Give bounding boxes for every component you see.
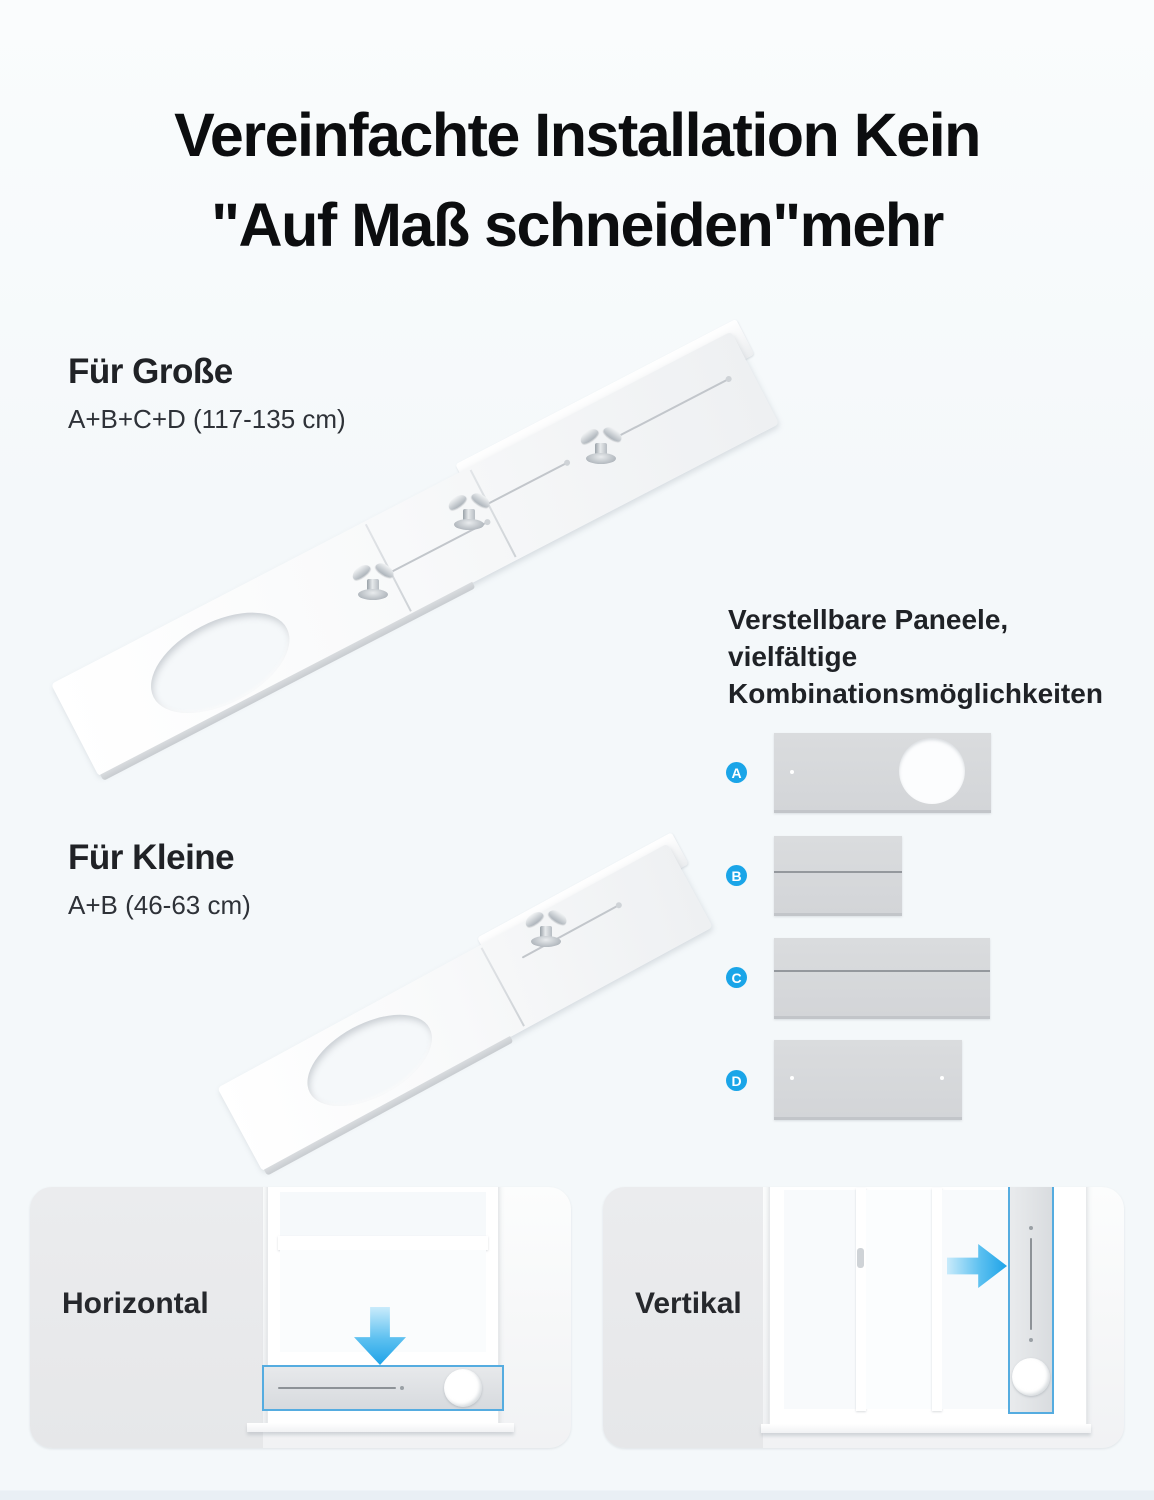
seal-slot <box>278 1387 396 1389</box>
bottom-divider <box>0 1490 1154 1500</box>
hose-hole <box>444 1369 482 1407</box>
hose-hole <box>1012 1358 1050 1396</box>
seal-slot-dot <box>1029 1226 1033 1230</box>
window-frame <box>267 1187 499 1426</box>
screw-hole <box>940 1076 944 1080</box>
wing-nut <box>578 422 624 464</box>
nut-base <box>531 936 561 947</box>
window-glass-top <box>280 1192 486 1236</box>
adjustable-panels-note <box>728 601 1103 712</box>
window-frame <box>769 1187 1087 1426</box>
section-small-header <box>68 838 251 921</box>
nut-base <box>454 519 484 530</box>
card-label-horizontal: Horizontal <box>62 1287 209 1320</box>
small-panel-assembly-illustration <box>217 844 712 1172</box>
card-label-vertikal: Vertikal <box>635 1287 742 1320</box>
horizontal-seal-panel <box>262 1365 504 1411</box>
window-pane <box>942 1190 1008 1409</box>
section-large-heading: Für Große <box>68 352 233 391</box>
page-title <box>0 90 1154 270</box>
section-small-subtitle: A+B (46-63 cm) <box>68 890 251 920</box>
window-rail <box>278 1236 488 1250</box>
window-sill <box>247 1423 514 1432</box>
panel-a-thumbnail <box>774 733 991 813</box>
horizontal-install-card <box>30 1187 571 1448</box>
wing-right <box>374 560 396 579</box>
panel-seam <box>481 947 525 1026</box>
section-small-heading: Für Kleine <box>68 838 235 877</box>
wing-nut <box>350 558 396 600</box>
wing-nut <box>523 905 569 947</box>
vertical-seal-panel <box>1008 1187 1054 1414</box>
wing-right <box>602 424 624 443</box>
vent-hole <box>899 738 965 804</box>
seal-slot-dot <box>400 1386 404 1390</box>
seal-slot <box>1030 1238 1032 1330</box>
screw-hole <box>790 1076 794 1080</box>
screw-hole <box>790 770 794 774</box>
seal-slot-dot <box>1029 1338 1033 1342</box>
title-line-1: Vereinfachte Installation Kein <box>174 101 980 169</box>
note-line-2: vielfältige <box>728 641 858 672</box>
vent-hole <box>135 592 306 734</box>
panel-d-thumbnail <box>774 1040 962 1120</box>
note-line-3: Kombinationsmöglichkeiten <box>728 678 1103 709</box>
note-line-1: Verstellbare Paneele, <box>728 604 1009 635</box>
panel-slot-line <box>774 871 902 873</box>
section-large-header <box>68 352 346 435</box>
window-mullion <box>932 1188 942 1411</box>
panel-b-thumbnail <box>774 836 902 916</box>
wing-right <box>547 907 569 926</box>
panel-surface <box>217 844 712 1172</box>
section-large-subtitle: A+B+C+D (117-135 cm) <box>68 404 346 434</box>
panel-badge-b: B <box>726 865 747 886</box>
wing-right <box>470 490 492 509</box>
vertical-install-card <box>603 1187 1124 1448</box>
panel-slot-line <box>774 970 990 972</box>
adjust-slot <box>613 378 729 440</box>
vent-hole <box>293 996 447 1125</box>
nut-base <box>586 453 616 464</box>
window-mullion <box>856 1188 866 1411</box>
wing-nut <box>446 488 492 530</box>
window-handle <box>857 1248 864 1268</box>
panel-badge-c: C <box>726 967 747 988</box>
nut-base <box>358 589 388 600</box>
window-pane <box>784 1190 856 1409</box>
panel-badge-d: D <box>726 1070 747 1091</box>
panel-c-thumbnail <box>774 938 990 1019</box>
window-sill <box>761 1424 1091 1433</box>
window-pane <box>866 1190 932 1409</box>
panel-badge-a: A <box>726 762 747 783</box>
title-line-2: "Auf Maß schneiden"mehr <box>211 191 943 259</box>
adjust-slot <box>487 462 568 505</box>
